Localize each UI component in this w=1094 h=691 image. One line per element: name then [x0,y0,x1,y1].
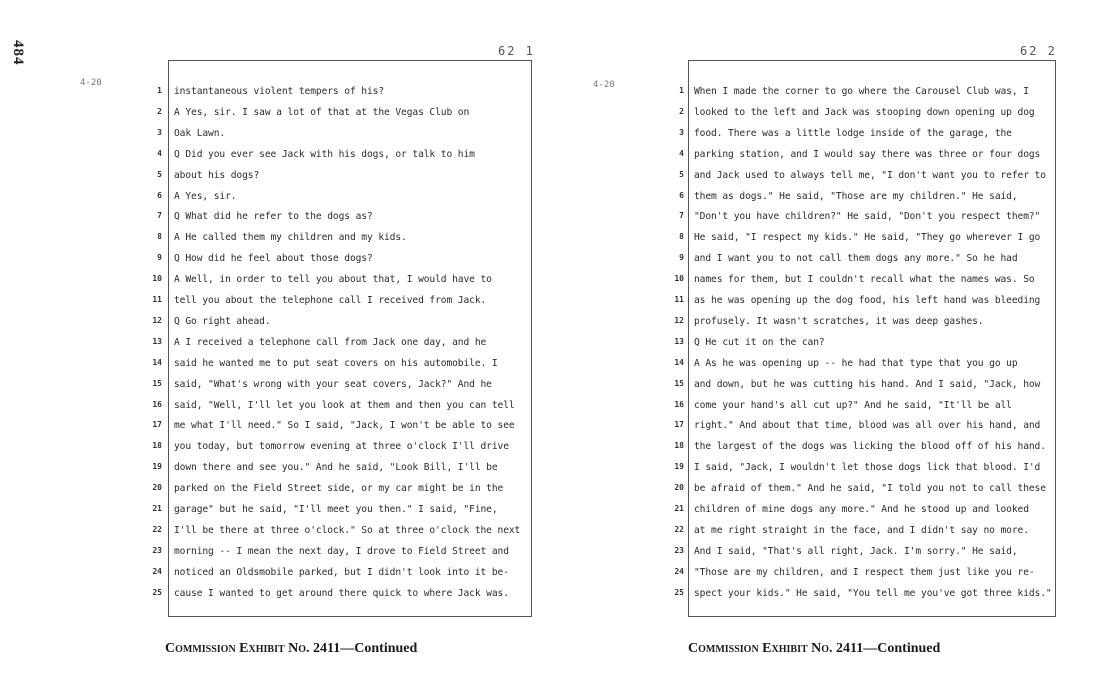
line-number: 24 [674,566,684,576]
line-number: 3 [157,127,162,137]
line-text: Q Go right ahead. [174,315,271,327]
line-text: tell you about the telephone call I received from Jack. [174,295,487,306]
side-page-number: 484 [10,40,26,66]
line-number: 11 [152,295,162,304]
line-text: parking station, and I would say there was three or four dogs [694,148,1041,160]
line-text: noticed an Oldsmobile parked, but I didn't look into it be- [174,566,509,578]
right-page-number: 62 2 [1020,44,1057,58]
line-number: 12 [674,315,684,325]
line-number: 21 [152,504,162,513]
line-number: 17 [674,420,684,430]
line-number: 8 [679,232,684,242]
line-text: garage" but he said, "I'll meet you then." I said, "Fine, [174,504,498,515]
line-number: 14 [674,357,684,367]
line-text: names for them, but I couldn't recall what the names was. So [694,274,1035,286]
line-number: 16 [674,399,684,409]
line-number: 2 [679,106,684,116]
line-number: 6 [157,190,162,200]
line-number: 4 [157,148,162,158]
line-text: said he wanted me to put seat covers on his automobile. I [174,357,498,369]
line-number: 19 [152,462,162,472]
line-text: looked to the left and Jack was stooping down opening up dog [694,106,1035,118]
line-text: And I said, "That's all right, Jack. I'm sorry." He said, [694,545,1018,557]
line-text: "Don't you have children?" He said, "Don't you respect them?" [694,211,1041,223]
line-number: 13 [152,336,162,346]
line-number: 9 [157,253,162,263]
line-text: A Yes, sir. I saw a lot of that at the Vegas Club on [174,106,470,118]
line-text: I'll be there at three o'clock." So at three o'clock the next [174,524,521,536]
line-number: 3 [679,127,684,137]
line-number: 14 [152,357,162,367]
line-number: 20 [152,483,162,493]
line-text: be afraid of them." And he said, "I told you not to call these [694,483,1046,495]
right-footer-number: 2411—Continued [836,641,941,656]
left-footer-number: 2411—Continued [313,641,418,656]
line-text: A As he was opening up -- he had that type that you go up [694,357,1018,369]
left-footer [165,641,417,657]
line-number: 16 [152,399,162,409]
line-text: cause I wanted to get around there quick to where Jack was. [174,587,509,599]
line-text: instantaneous violent tempers of his? [174,86,385,97]
line-text: A Yes, sir. [174,190,237,202]
line-number: 2 [157,106,162,116]
line-text: them as dogs." He said, "Those are my children." He said, [694,190,1018,202]
line-text: me what I'll need." So I said, "Jack, I won't be able to see [174,420,515,432]
line-text: come your hand's all cut up?" And he said, "It'll be all [694,399,1012,411]
line-text: as he was opening up the dog food, his left hand was bleeding [694,295,1041,306]
line-text: right." And about that time, blood was all over his hand, and [694,420,1041,432]
line-number: 9 [679,253,684,263]
line-text: A He called them my children and my kids. [174,232,407,244]
line-number: 5 [157,169,162,179]
line-number: 12 [152,315,162,325]
line-text: morning -- I mean the next day, I drove to Field Street and [174,545,509,557]
left-margin-mark: 4-20 [80,78,102,88]
line-number: 1 [679,86,684,95]
line-number: 23 [152,545,162,555]
line-number: 13 [674,336,684,346]
line-number: 22 [674,524,684,534]
line-text: "Those are my children, and I respect them just like you re- [694,566,1035,578]
line-text: and Jack used to always tell me, "I don't want you to refer to [694,169,1046,181]
line-number: 24 [152,566,162,576]
line-text: Q He cut it on the can? [694,336,825,348]
line-number: 7 [679,211,684,221]
line-text: Oak Lawn. [174,127,226,139]
left-footer-label: Commission Exhibit No. [165,641,310,656]
line-number: 10 [152,274,162,284]
line-number: 15 [152,378,162,388]
line-text: said, "Well, I'll let you look at them and then you can tell [174,399,515,411]
line-text: parked on the Field Street side, or my car might be in the [174,483,504,495]
line-number: 18 [674,441,684,451]
line-number: 11 [674,295,684,304]
line-text: food. There was a little lodge inside of the garage, the [694,127,1012,139]
line-number: 18 [152,441,162,451]
line-number: 25 [674,587,684,597]
line-number: 5 [679,169,684,179]
line-number: 8 [157,232,162,242]
line-text: Q How did he feel about those dogs? [174,253,373,265]
line-text: the largest of the dogs was licking the blood off of his hand. [694,441,1046,453]
line-text: I said, "Jack, I wouldn't let those dogs lick that blood. I'd [694,462,1041,474]
line-text: profusely. It wasn't scratches, it was deep gashes. [694,315,984,327]
right-footer [688,641,940,657]
line-text: When I made the corner to go where the Carousel Club was, I [694,86,1029,97]
line-number: 21 [674,504,684,513]
line-text: A I received a telephone call from Jack one day, and he [174,336,487,348]
line-number: 17 [152,420,162,430]
right-margin-mark: 4-20 [593,80,615,90]
line-text: Q Did you ever see Jack with his dogs, or talk to him [174,148,475,160]
line-text: A Well, in order to tell you about that, I would have to [174,274,492,286]
right-footer-label: Commission Exhibit No. [688,641,833,656]
line-text: Q What did he refer to the dogs as? [174,211,373,223]
line-number: 7 [157,211,162,221]
line-text: and I want you to not call them dogs any more." So he had [694,253,1018,265]
line-text: and down, but he was cutting his hand. And I said, "Jack, how [694,378,1041,390]
line-text: you today, but tomorrow evening at three o'clock I'll drive [174,441,509,453]
line-number: 22 [152,524,162,534]
line-number: 10 [674,274,684,284]
line-number: 25 [152,587,162,597]
line-text: children of mine dogs any more." And he stood up and looked [694,504,1029,515]
line-number: 23 [674,545,684,555]
line-text: down there and see you." And he said, "Look Bill, I'll be [174,462,498,474]
line-number: 1 [157,86,162,95]
line-text: said, "What's wrong with your seat covers, Jack?" And he [174,378,492,390]
line-number: 4 [679,148,684,158]
line-text: He said, "I respect my kids." He said, "They go wherever I go [694,232,1041,244]
line-text: spect your kids." He said, "You tell me you've got three kids." [694,587,1052,599]
line-text: about his dogs? [174,169,260,181]
line-text: at me right straight in the face, and I didn't say no more. [694,524,1029,536]
left-page-number: 62 1 [498,44,535,58]
line-number: 15 [674,378,684,388]
line-number: 6 [679,190,684,200]
line-number: 19 [674,462,684,472]
line-number: 20 [674,483,684,493]
